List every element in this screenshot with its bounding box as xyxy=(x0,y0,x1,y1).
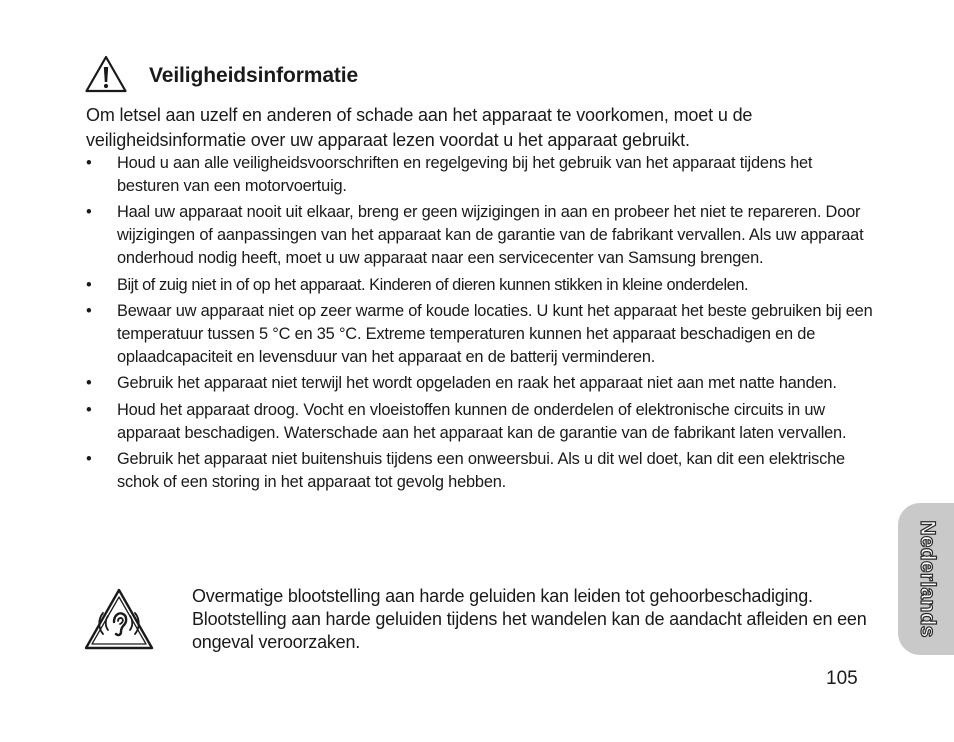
bullet: • xyxy=(86,450,92,469)
safety-list xyxy=(86,152,876,498)
language-tab-label: Nederlands xyxy=(916,520,939,638)
bullet: • xyxy=(86,154,92,172)
bullet: • xyxy=(86,302,92,321)
page-title: Veiligheidsinformatie xyxy=(149,64,359,87)
hearing-warning-text: Overmatige blootstelling aan harde geluiden kan leiden tot gehoorbeschadiging. Blootstelling aan harde geluiden tijdens het wandelen kan de aandacht afleiden en een ongeval veroorzaken. xyxy=(192,586,867,652)
bullet: • xyxy=(86,275,92,294)
list-item xyxy=(86,399,876,444)
list-item-text: Bewaar uw apparaat niet op zeer warme of koude locaties. U kunt het apparaat het beste gebruiken bij een temperatuur tussen 5 °C en 35 °C. Extreme temperaturen kunnen het apparaat beschadigen en de oplaadcapaciteit en levensduur van het apparaat en de batterij verminderen. xyxy=(117,302,873,366)
list-item xyxy=(86,201,876,269)
intro-paragraph: Om letsel aan uzelf en anderen of schade aan het apparaat te voorkomen, moet u de veiligheidsinformatie over uw apparaat lezen voordat u het apparaat gebruikt. xyxy=(86,105,753,150)
bullet: • xyxy=(86,401,92,420)
bullet: • xyxy=(86,203,92,222)
list-item-text: Houd u aan alle veiligheidsvoorschriften en regelgeving bij het gebruik van het apparaat tijdens het besturen van een motorvoertuig. xyxy=(117,154,813,195)
page-number: 105 xyxy=(826,668,858,689)
warning-triangle-icon xyxy=(84,54,128,94)
list-item xyxy=(86,372,876,395)
list-item xyxy=(86,448,876,493)
list-item-text: Haal uw apparaat nooit uit elkaar, breng er geen wijzigingen in aan en probeer het niet te repareren. Door wijzigingen of aanpassingen van het apparaat kan de garantie van de fabrikant vervallen. Als uw apparaat onderhoud nodig heeft, moet u uw apparaat naar een servicecenter van Samsung brengen. xyxy=(117,203,864,267)
list-item-text: Gebruik het apparaat niet terwijl het wordt opgeladen en raak het apparaat niet aan met natte handen. xyxy=(117,374,837,393)
hearing-damage-warning-icon xyxy=(84,588,154,650)
bullet: • xyxy=(86,374,92,393)
list-item-text: Bijt of zuig niet in of op het apparaat. Kinderen of dieren kunnen stikken in kleine onderdelen. xyxy=(117,275,749,294)
list-item-text: Houd het apparaat droog. Vocht en vloeistoffen kunnen de onderdelen of elektronische circuits in uw apparaat beschadigen. Waterschade aan het apparaat kan de garantie van de fabrikant laten vervallen. xyxy=(117,401,847,442)
list-item xyxy=(86,152,876,197)
list-item xyxy=(86,274,876,297)
list-item-text: Gebruik het apparaat niet buitenshuis tijdens een onweersbui. Als u dit wel doet, kan dit een elektrische schok of een storing in het apparaat tot gevolg hebben. xyxy=(117,450,845,492)
list-item xyxy=(86,300,876,368)
